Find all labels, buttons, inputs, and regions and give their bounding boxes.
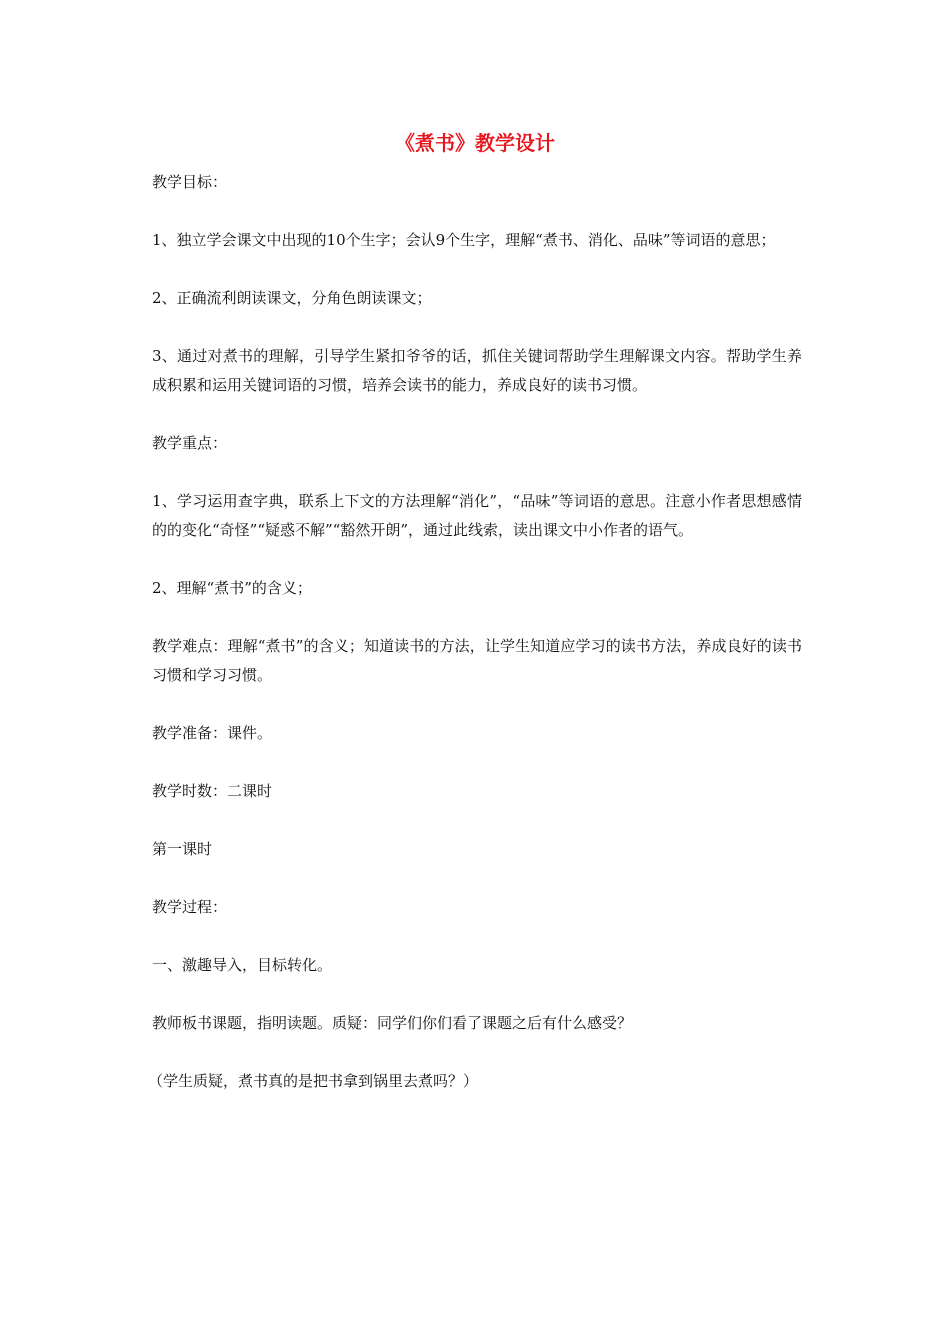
document-title: 《煮书》教学设计 [395,131,555,155]
paragraph-student-question: （学生质疑，煮书真的是把书拿到锅里去煮吗？） [148,1072,479,1090]
document-body [148,168,802,1096]
paragraph-goal-2: 2、正确流利朗读课文，分角色朗读课文； [152,289,432,307]
paragraph-goal-1: 1、独立学会课文中出现的10个生字；会认9个生字，理解“煮书、消化、品味”等词语的意思； [152,231,776,249]
paragraph-board-title: 教师板书课题，指明读题。质疑：同学们你们看了课题之后有什么感受？ [152,1014,633,1032]
paragraph-process-heading: 教学过程： [152,898,228,916]
paragraph-goal-3: 3、通过对煮书的理解，引导学生紧扣爷爷的话，抓住关键词帮助学生理解课文内容。帮助学生养成积累和运用关键词语的习惯，培养会读书的能力，养成良好的读书习惯。 [152,347,802,394]
paragraph-key-point-2: 2、理解“煮书”的含义； [152,579,312,597]
paragraph-class-hours: 教学时数：二课时 [152,782,273,800]
paragraph-preparation: 教学准备：课件。 [152,724,273,742]
paragraph-key-points-heading: 教学重点： [152,434,228,452]
paragraph-difficulties: 教学难点：理解“煮书”的含义；知道读书的方法，让学生知道应学习的读书方法，养成良好的读书习惯和学习习惯。 [152,637,802,684]
paragraph-key-point-1: 1、学习运用查字典，联系上下文的方法理解“消化”，“品味”等词语的意思。注意小作者思想感情的的变化“奇怪”“疑惑不解”“豁然开朗”，通过此线索，读出课文中小作者的语气。 [152,492,802,539]
paragraph-teaching-goals-heading: 教学目标： [152,173,228,191]
paragraph-step-1: 一、激趣导入，目标转化。 [152,956,333,974]
paragraph-first-lesson: 第一课时 [152,840,213,858]
